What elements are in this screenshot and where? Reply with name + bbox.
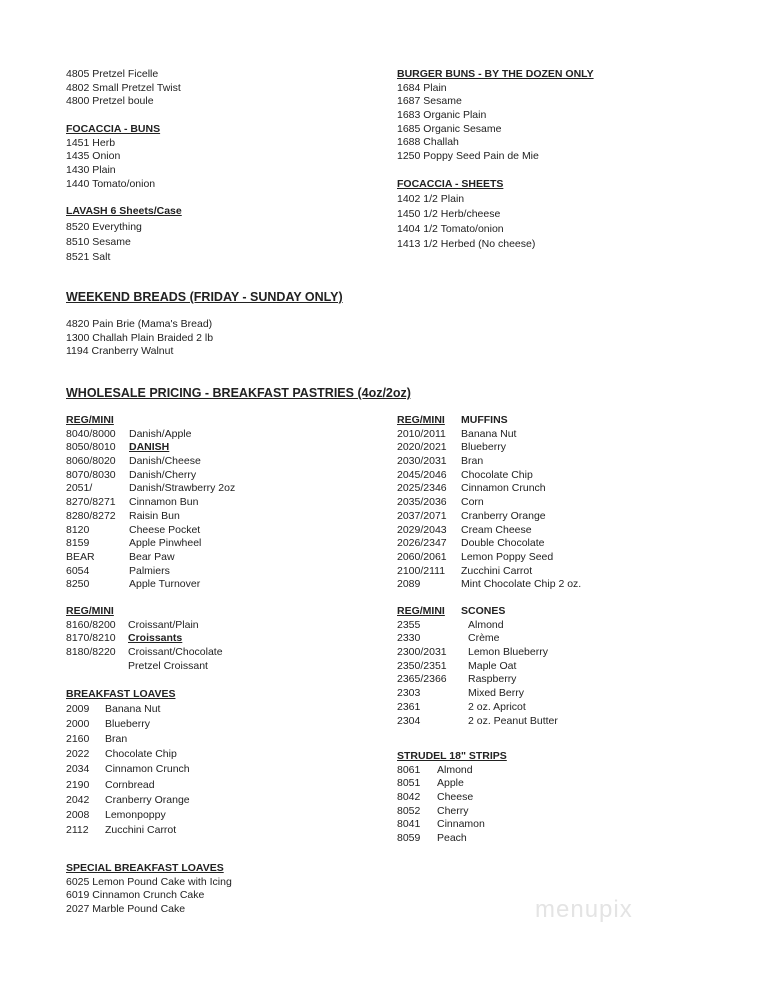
item-code: 2008: [66, 809, 90, 821]
scones-section: [397, 605, 558, 728]
list-item: [66, 578, 201, 592]
item-code: 6054: [66, 564, 90, 577]
item-name: 1/2 Herb/cheese: [423, 207, 501, 220]
burger-buns-list: [397, 82, 594, 164]
lavash-list: [66, 220, 182, 266]
list-item: [397, 632, 500, 646]
item-code: 2100/2111: [397, 564, 446, 577]
item-code: 2026/2347: [397, 537, 447, 550]
item-code: 8510: [66, 235, 90, 248]
item-code: 8042: [397, 791, 421, 804]
item-name: Small Pretzel Twist: [92, 81, 181, 94]
item-name: Raisin Bun: [129, 509, 180, 522]
item-code: 2300/2031: [397, 646, 447, 659]
list-item: [66, 793, 190, 808]
item-name: Bear Paw: [129, 550, 175, 563]
item-code: 1450: [397, 207, 421, 220]
list-item: [66, 564, 170, 579]
focaccia-sheets-section: [397, 178, 535, 252]
item-code: 2350/2351: [397, 659, 447, 672]
item-name: Salt: [92, 251, 111, 264]
item-name: Poppy Seed Pain de Mie: [423, 150, 539, 163]
item-code: 8060/8020: [66, 455, 116, 468]
item-code: 8120: [66, 523, 90, 536]
breakfast-loaves-list: [66, 702, 190, 839]
list-item: [66, 235, 182, 250]
item-code: 2010/2011: [397, 427, 446, 440]
section-heading: REG/MINI: [66, 605, 114, 617]
item-name: Apple: [437, 777, 464, 790]
list-item: [66, 496, 199, 510]
item-code: 8059: [397, 832, 421, 845]
item-code: 1404: [397, 223, 421, 236]
item-code: 2045/2046: [397, 468, 447, 481]
item-code: 1194: [66, 345, 89, 358]
list-item: [66, 903, 232, 917]
strudel-list: [397, 764, 507, 846]
list-item: [66, 702, 175, 717]
section-heading: STRUDEL 18" STRIPS: [397, 750, 507, 762]
list-item: [66, 164, 160, 178]
list-item: [397, 192, 535, 207]
item-name: Cranberry Walnut: [91, 345, 174, 358]
item-code: 8159: [66, 537, 90, 550]
list-item: [66, 455, 201, 469]
strudel-section: [397, 750, 507, 846]
item-name: Crème: [468, 632, 500, 645]
item-name: Lemonpoppy: [105, 809, 166, 821]
list-item: [397, 150, 594, 164]
item-name: Pretzel boule: [92, 95, 154, 108]
list-item: [66, 332, 213, 346]
item-name: Cranberry Orange: [461, 509, 546, 522]
scones-label: SCONES: [461, 605, 506, 617]
item-code: 4805: [66, 68, 90, 80]
list-item: [397, 496, 484, 510]
item-code: 8250: [66, 578, 90, 591]
item-name: Lemon Blueberry: [468, 646, 548, 659]
list-item: [66, 876, 232, 890]
item-code: 2000: [66, 717, 90, 730]
croissants-section: [66, 605, 223, 673]
item-code: 8170/8210: [66, 632, 116, 645]
list-item: [66, 150, 160, 164]
list-item: [397, 427, 517, 442]
item-name: Banana Nut: [105, 702, 161, 715]
special-loaves-list: [66, 876, 232, 917]
item-code: 1685: [397, 122, 421, 135]
list-item: [397, 468, 533, 483]
item-name: Pain Brie (Mama's Bread): [92, 318, 213, 330]
item-name: Almond: [437, 763, 473, 776]
section-heading: SPECIAL BREAKFAST LOAVES: [66, 862, 224, 874]
list-item: [397, 687, 525, 701]
item-code: 2030/2031: [397, 455, 447, 468]
item-code: 1430: [66, 164, 90, 177]
list-item: [66, 808, 175, 823]
item-name: Danish/Apple: [129, 427, 192, 440]
item-name: Cinnamon Bun: [129, 496, 199, 509]
item-code: 6025: [66, 875, 90, 888]
item-name: Apple Turnover: [129, 578, 201, 591]
list-item: [66, 178, 160, 192]
item-name: Pretzel Croissant: [128, 659, 208, 672]
item-name: Sesame: [423, 95, 462, 108]
list-item: [66, 646, 223, 660]
item-code: 8520: [66, 220, 90, 233]
item-name: DANISH: [129, 441, 170, 454]
item-name: 1/2 Herbed (No cheese): [423, 238, 536, 251]
item-name: Chocolate Chip: [461, 468, 533, 481]
list-item: [66, 618, 199, 633]
section-heading: [397, 414, 508, 428]
item-name: Cinnamon Crunch: [461, 482, 546, 495]
item-name: Palmiers: [129, 564, 170, 577]
item-name: Tomato/onion: [92, 177, 156, 190]
list-item: [397, 109, 594, 123]
item-name: Herb: [92, 136, 116, 149]
danish-section: [66, 414, 236, 592]
list-item: [397, 659, 517, 674]
item-name: Cheese: [437, 791, 474, 804]
item-code: 1440: [66, 177, 90, 190]
item-code: 1250: [397, 150, 421, 163]
list-item: [397, 673, 517, 687]
item-name: Peach: [437, 832, 467, 845]
list-item: [66, 250, 182, 265]
scones-list: [397, 618, 558, 729]
item-code: 2034: [66, 763, 90, 776]
item-name: Mint Chocolate Chip 2 oz.: [461, 578, 582, 591]
muffins-label: MUFFINS: [461, 414, 508, 426]
item-name: Cinnamon Crunch: [105, 763, 190, 776]
list-item: [397, 123, 594, 137]
item-code: 2020/2021: [397, 441, 447, 454]
item-name: Cherry: [437, 804, 469, 817]
list-item: [397, 95, 594, 109]
item-code: 1435: [66, 150, 90, 163]
item-code: 2042: [66, 793, 90, 806]
item-code: 8180/8220: [66, 646, 116, 659]
wholesale-pricing-heading: WHOLESALE PRICING - BREAKFAST PASTRIES (4oz/2oz): [66, 386, 411, 400]
list-item: [66, 523, 201, 538]
reg-mini-label: REG/MINI: [397, 605, 445, 617]
item-name: Cinnamon: [437, 818, 485, 831]
item-name: Challah Plain Braided 2 lb: [92, 331, 214, 344]
item-code: 2190: [66, 778, 90, 791]
item-name: Maple Oat: [468, 659, 517, 672]
item-code: 2365/2366: [397, 673, 447, 686]
item-name: Plain: [423, 81, 447, 94]
section-heading: FOCACCIA - BUNS: [66, 123, 161, 135]
item-code: 2029/2043: [397, 523, 447, 536]
list-item: [397, 537, 545, 551]
croissants-list: [66, 618, 223, 674]
item-name: 2 oz. Peanut Butter: [468, 714, 558, 727]
list-item: [397, 523, 532, 538]
list-item: [397, 791, 507, 805]
item-name: Croissant/Plain: [128, 618, 199, 631]
item-name: Cranberry Orange: [105, 793, 190, 806]
item-name: Blueberry: [461, 441, 506, 454]
item-code: 2361: [397, 700, 421, 713]
item-name: Danish/Cherry: [129, 468, 197, 481]
item-name: Zucchini Carrot: [461, 564, 533, 577]
item-code: 1300: [66, 331, 90, 344]
item-name: Organic Sesame: [423, 122, 502, 135]
item-name: Cinnamon Crunch Cake: [92, 889, 205, 902]
list-item: [397, 700, 526, 715]
list-item: [397, 764, 507, 778]
item-code: 8051: [397, 777, 421, 790]
item-code: 2330: [397, 632, 421, 645]
item-code: 8040/8000: [66, 427, 116, 440]
item-code: 2035/2036: [397, 496, 447, 509]
list-item: [397, 441, 506, 455]
item-name: Banana Nut: [461, 427, 517, 440]
item-name: Danish/Strawberry 2oz: [129, 482, 236, 495]
list-item: [66, 823, 175, 838]
item-name: Cream Cheese: [461, 523, 532, 536]
item-code: 1687: [397, 95, 421, 108]
list-item: [66, 509, 180, 524]
item-code: 8070/8030: [66, 468, 116, 481]
item-name: Bran: [105, 733, 128, 746]
item-name: 1/2 Tomato/onion: [423, 223, 504, 236]
list-item: [66, 68, 181, 82]
item-code: 2051/: [66, 482, 93, 495]
item-code: 1402: [397, 192, 421, 205]
list-item: [66, 427, 192, 442]
item-name: Almond: [468, 618, 504, 631]
item-code: 8160/8200: [66, 618, 116, 631]
item-code: 2037/2071: [397, 509, 447, 522]
list-item: [66, 659, 208, 674]
item-code: 1688: [397, 136, 421, 149]
item-name: Everything: [92, 220, 142, 233]
item-code: 8052: [397, 804, 421, 817]
item-code: 4820: [66, 318, 90, 330]
list-item: [66, 468, 197, 483]
item-name: Cornbread: [105, 778, 155, 791]
lavash-section: [66, 205, 182, 265]
list-item: [66, 137, 160, 151]
list-item: [66, 778, 175, 793]
item-code: BEAR: [66, 550, 95, 563]
item-name: Lemon Poppy Seed: [461, 550, 554, 563]
menupix-watermark: menupix: [535, 896, 633, 923]
list-item: [397, 578, 582, 592]
section-heading: [397, 605, 506, 619]
muffins-section: [397, 414, 582, 592]
item-code: 8270/8271: [66, 496, 116, 509]
item-name: 1/2 Plain: [423, 192, 465, 205]
item-code: 8521: [66, 251, 90, 264]
item-name: Corn: [461, 496, 484, 509]
danish-list: [66, 427, 236, 592]
list-item: [66, 717, 175, 732]
item-code: 1684: [397, 81, 421, 94]
item-code: 8280/8272: [66, 509, 116, 522]
list-item: [66, 482, 236, 496]
list-item: [397, 618, 504, 633]
pretzel-list: [66, 68, 181, 109]
list-item: [397, 818, 507, 832]
list-item: [66, 550, 175, 565]
item-code: 4802: [66, 81, 90, 94]
item-name: Challah: [423, 136, 459, 149]
item-name: Bran: [461, 455, 484, 468]
item-name: Onion: [92, 150, 121, 163]
list-item: [66, 747, 175, 762]
list-item: [397, 222, 535, 237]
item-name: Zucchini Carrot: [105, 824, 177, 837]
list-item: [66, 889, 232, 903]
item-name: Croissant/Chocolate: [128, 646, 223, 659]
item-code: 1451: [66, 136, 90, 149]
item-name: Mixed Berry: [468, 687, 525, 700]
list-item: [397, 482, 546, 496]
list-item: [66, 632, 183, 646]
list-item: [397, 550, 554, 565]
item-code: 2022: [66, 748, 90, 761]
list-item: [66, 95, 181, 109]
list-item: [397, 805, 507, 819]
list-item: [66, 441, 170, 455]
item-code: 8050/8010: [66, 441, 116, 454]
item-code: 1413: [397, 238, 421, 251]
list-item: [397, 207, 535, 222]
list-item: [66, 537, 202, 551]
breakfast-loaves-section: [66, 688, 190, 838]
item-name: Pretzel Ficelle: [92, 68, 159, 80]
reg-mini-label: REG/MINI: [397, 414, 445, 426]
list-item: [66, 82, 181, 96]
item-code: 2304: [397, 714, 421, 727]
item-name: Raspberry: [468, 673, 517, 686]
item-code: 2355: [397, 618, 421, 631]
list-item: [397, 564, 533, 579]
list-item: [397, 714, 558, 729]
item-code: 2009: [66, 702, 90, 715]
list-item: [397, 455, 484, 469]
list-item: [66, 732, 175, 747]
item-name: Apple Pinwheel: [129, 537, 202, 550]
list-item: [397, 777, 507, 791]
item-code: 2112: [66, 824, 89, 837]
item-code: 8061: [397, 763, 421, 776]
item-code: 2089: [397, 578, 421, 591]
section-heading: BURGER BUNS - BY THE DOZEN ONLY: [397, 68, 594, 80]
weekend-breads-heading: WEEKEND BREADS (FRIDAY - SUNDAY ONLY): [66, 290, 343, 304]
list-item: [66, 220, 182, 235]
item-code: 2025/2346: [397, 482, 447, 495]
item-name: Danish/Cheese: [129, 455, 201, 468]
list-item: [66, 762, 190, 777]
special-loaves-section: [66, 862, 232, 917]
item-name: Marble Pound Cake: [92, 903, 186, 916]
item-name: Double Chocolate: [461, 537, 545, 550]
item-code: 2303: [397, 687, 421, 700]
item-code: 6019: [66, 889, 90, 902]
burger-buns-section: [397, 68, 594, 164]
item-name: Croissants: [128, 632, 183, 645]
item-name: Lemon Pound Cake with Icing: [92, 875, 232, 888]
list-item: [397, 509, 546, 524]
section-heading: BREAKFAST LOAVES: [66, 688, 176, 700]
list-item: [397, 646, 548, 660]
list-item: [397, 237, 535, 252]
section-heading: REG/MINI: [66, 414, 114, 426]
focaccia-sheets-list: [397, 192, 535, 253]
item-name: 2 oz. Apricot: [468, 700, 526, 713]
item-name: Chocolate Chip: [105, 748, 177, 761]
focaccia-buns-section: [66, 123, 160, 191]
section-heading: FOCACCIA - SHEETS: [397, 178, 504, 190]
list-item: [66, 345, 213, 359]
list-item: [397, 832, 507, 846]
section-heading: LAVASH 6 Sheets/Case: [66, 205, 182, 217]
list-item: [66, 318, 213, 332]
item-name: Sesame: [92, 235, 131, 248]
item-name: Plain: [92, 164, 116, 177]
item-name: Cheese Pocket: [129, 523, 201, 536]
list-item: [397, 136, 594, 150]
muffins-list: [397, 427, 582, 592]
item-code: 2060/2061: [397, 550, 447, 563]
list-item: [397, 82, 594, 96]
item-code: 4800: [66, 95, 90, 108]
item-name: Blueberry: [105, 717, 150, 730]
item-code: 2027: [66, 903, 90, 916]
item-name: Organic Plain: [423, 109, 487, 122]
item-code: 2160: [66, 733, 90, 746]
item-code: 1683: [397, 109, 421, 122]
weekend-breads-list: [66, 318, 213, 359]
focaccia-buns-list: [66, 137, 160, 192]
item-code: 8041: [397, 818, 421, 831]
